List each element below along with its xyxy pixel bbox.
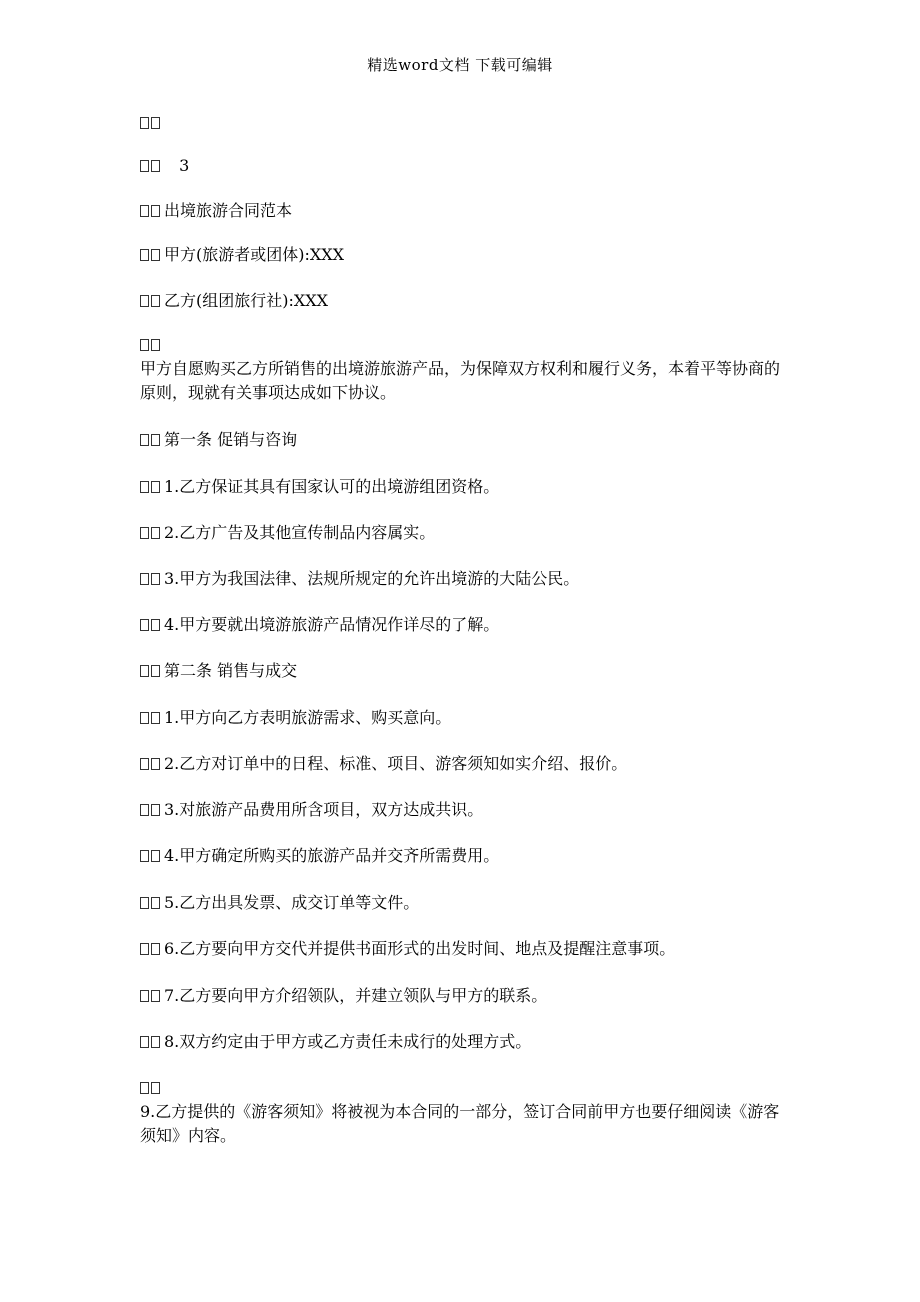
article2-item [140,799,790,821]
missing-glyph-boxes [140,568,162,590]
party-b-line [140,290,790,312]
list-item: 7.乙方要向甲方介绍领队，并建立领队与甲方的联系。 [164,986,548,1005]
missing-glyph-boxes [140,429,162,451]
article1-item [140,522,790,544]
missing-glyph-boxes [140,1031,162,1053]
placeholder-line [140,112,790,134]
doc-title-line [140,200,790,222]
missing-glyph-boxes [140,614,162,636]
missing-glyph-boxes [140,753,162,775]
article1-item [140,476,790,498]
list-item: 1.甲方向乙方表明旅游需求、购买意向。 [164,708,452,727]
article1-item [140,614,790,636]
page-number-line [140,155,790,177]
missing-glyph-boxes [140,244,162,266]
missing-glyph-boxes [140,290,162,312]
doc-title: 出境旅游合同范本 [164,201,293,220]
list-item: 2.乙方对订单中的日程、标准、项目、游客须知如实介绍、报价。 [164,754,628,773]
list-item: 3.甲方为我国法律、法规所规定的允许出境游的大陆公民。 [164,569,580,588]
missing-glyph-boxes [140,892,162,914]
article2-item [140,707,790,729]
article1-title: 第一条 促销与咨询 [164,430,298,449]
list-item: 5.乙方出具发票、成交订单等文件。 [164,893,420,912]
list-item: 4.甲方确定所购买的旅游产品并交齐所需费用。 [164,846,500,865]
missing-glyph-boxes [140,334,162,356]
article2-item [140,1031,790,1053]
article2-title: 第二条 销售与成交 [164,661,298,680]
missing-glyph-boxes [140,112,162,134]
missing-glyph-boxes [140,522,162,544]
article2-item9-paragraph: 9.乙方提供的《游客须知》将被视为本合同的一部分，签订合同前甲方也要仔细阅读《游客须知》内容。 [140,1102,780,1145]
missing-glyph-boxes [140,660,162,682]
missing-glyph-boxes [140,707,162,729]
list-item: 4.甲方要就出境游旅游产品情况作详尽的了解。 [164,615,500,634]
party-a: 甲方(旅游者或团体):XXX [164,245,345,264]
placeholder-line [140,1077,790,1099]
missing-glyph-boxes [140,799,162,821]
missing-glyph-boxes [140,938,162,960]
list-item: 6.乙方要向甲方交代并提供书面形式的出发时间、地点及提醒注意事项。 [164,939,676,958]
article1-item [140,568,790,590]
article2-item [140,892,790,914]
article1-title-line [140,429,790,451]
missing-glyph-boxes [140,476,162,498]
list-item: 1.乙方保证其具有国家认可的出境游组团资格。 [164,477,500,496]
page-number: 3 [179,156,190,175]
party-a-line [140,244,790,266]
list-item: 3.对旅游产品费用所含项目，双方达成共识。 [164,800,484,819]
article2-item [140,985,790,1007]
missing-glyph-boxes [140,1077,162,1099]
list-item: 8.双方约定由于甲方或乙方责任未成行的处理方式。 [164,1032,532,1051]
missing-glyph-boxes [140,155,162,177]
intro-paragraph: 甲方自愿购买乙方所销售的出境游旅游产品，为保障双方权利和履行义务，本着平等协商的原则，现就有关事项达成如下协议。 [140,359,781,402]
missing-glyph-boxes [140,985,162,1007]
page-header: 精选word文档 下载可编辑 [367,56,553,74]
missing-glyph-boxes [140,200,162,222]
article2-title-line [140,660,790,682]
missing-glyph-boxes [140,845,162,867]
party-b: 乙方(组团旅行社):XXX [164,291,329,310]
article2-item [140,753,790,775]
list-item: 2.乙方广告及其他宣传制品内容属实。 [164,523,436,542]
article2-item [140,845,790,867]
article2-item [140,938,790,960]
placeholder-line [140,334,790,356]
